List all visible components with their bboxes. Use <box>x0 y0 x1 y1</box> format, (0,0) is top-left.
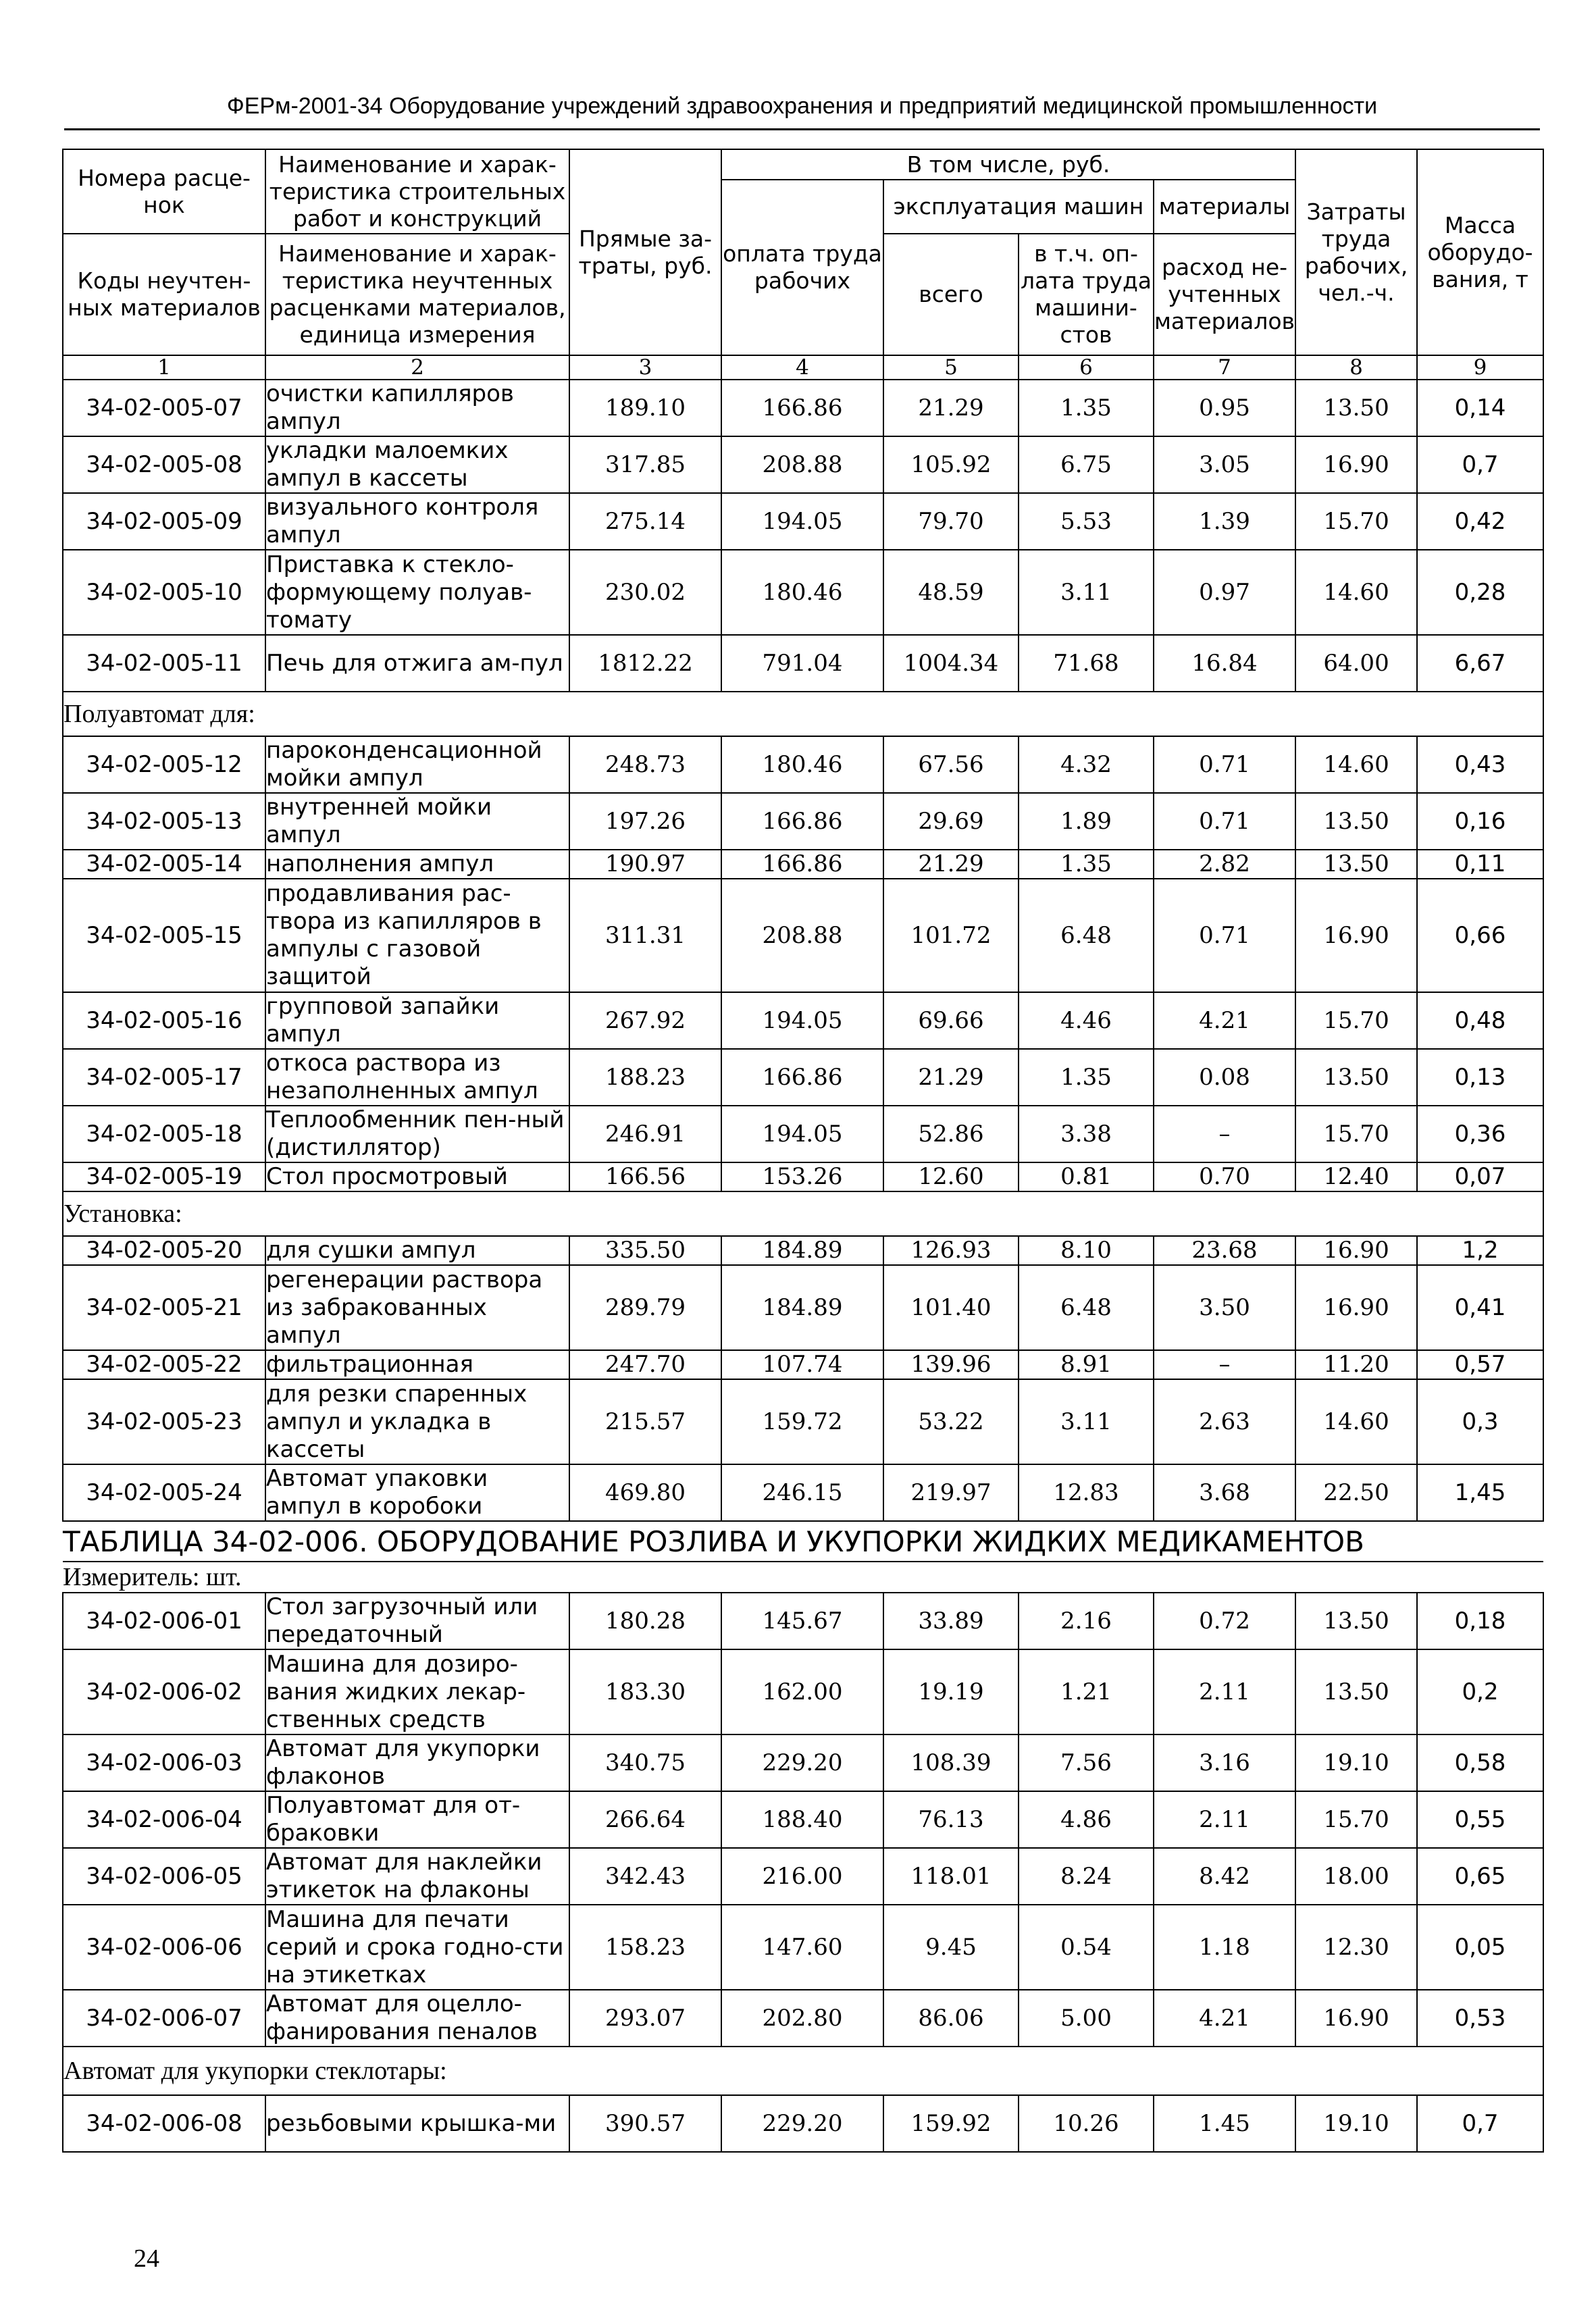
table-row <box>63 1162 1543 1191</box>
col-name-top: Наименование и харак-теристика строительных работ и конструкций <box>265 149 569 234</box>
machinist-pay: 8.91 <box>1019 1350 1154 1379</box>
machinist-pay: 0.81 <box>1019 1162 1154 1191</box>
page-header: ФЕРм-2001-34 Оборудование учреждений здравоохранения и предприятий медицинской промышленности <box>226 93 1378 119</box>
table-row <box>63 1990 1543 2047</box>
col-mass: Масса оборудо-вания, т <box>1417 149 1543 355</box>
meter-label: Измеритель: шт. <box>63 1562 1543 1593</box>
direct-cost: 390.57 <box>569 2095 721 2152</box>
machines-total: 101.40 <box>883 1265 1019 1350</box>
labor-pay: 246.15 <box>721 1464 883 1521</box>
labor-pay: 145.67 <box>721 1593 883 1649</box>
labor-hours: 15.70 <box>1295 493 1417 550</box>
labor-pay: 166.86 <box>721 1049 883 1106</box>
item-name: Автомат для укупорки флаконов <box>265 1734 569 1791</box>
labor-pay: 180.46 <box>721 736 883 793</box>
price-code: 34-02-006-05 <box>63 1848 265 1905</box>
table-row <box>63 879 1543 992</box>
machinist-pay: 6.75 <box>1019 436 1154 493</box>
materials-cost: 0.70 <box>1154 1162 1295 1191</box>
equipment-mass: 0,65 <box>1417 1848 1543 1905</box>
equipment-mass: 0,57 <box>1417 1350 1543 1379</box>
materials-cost: 2.11 <box>1154 1791 1295 1848</box>
machinist-pay: 71.68 <box>1019 635 1154 692</box>
equipment-mass: 0,05 <box>1417 1905 1543 1990</box>
column-number: 1 <box>63 355 265 380</box>
machines-total: 79.70 <box>883 493 1019 550</box>
table-row <box>63 1649 1543 1734</box>
machines-total: 52.86 <box>883 1106 1019 1162</box>
item-name: визуального контроля ампул <box>265 493 569 550</box>
materials-cost: 0.08 <box>1154 1049 1295 1106</box>
labor-hours: 16.90 <box>1295 1236 1417 1265</box>
direct-cost: 166.56 <box>569 1162 721 1191</box>
table-row <box>63 992 1543 1049</box>
labor-pay: 153.26 <box>721 1162 883 1191</box>
machinist-pay: 8.10 <box>1019 1236 1154 1265</box>
equipment-mass: 0,16 <box>1417 793 1543 850</box>
item-name: Автомат для оцелло-фанирования пеналов <box>265 1990 569 2047</box>
price-code: 34-02-005-16 <box>63 992 265 1049</box>
direct-cost: 289.79 <box>569 1265 721 1350</box>
materials-cost: 2.63 <box>1154 1379 1295 1464</box>
table-row <box>63 550 1543 635</box>
machinist-pay: 5.00 <box>1019 1990 1154 2047</box>
table-row <box>63 1848 1543 1905</box>
machinist-pay: 6.48 <box>1019 879 1154 992</box>
labor-hours: 16.90 <box>1295 1990 1417 2047</box>
machines-total: 126.93 <box>883 1236 1019 1265</box>
machinist-pay: 2.16 <box>1019 1593 1154 1649</box>
col-labor-pay: оплата труда рабочих <box>721 180 883 355</box>
item-name: фильтрационная <box>265 1350 569 1379</box>
price-code: 34-02-005-19 <box>63 1162 265 1191</box>
price-code: 34-02-005-23 <box>63 1379 265 1464</box>
materials-cost: 3.50 <box>1154 1265 1295 1350</box>
column-numbers-row <box>63 355 1543 380</box>
item-name: Теплообменник пен-ный (дистиллятор) <box>265 1106 569 1162</box>
price-code: 34-02-005-20 <box>63 1236 265 1265</box>
materials-cost: 2.82 <box>1154 850 1295 879</box>
equipment-mass: 0,42 <box>1417 493 1543 550</box>
table-row <box>63 1905 1543 1990</box>
table-row <box>63 493 1543 550</box>
labor-pay: 229.20 <box>721 2095 883 2152</box>
column-number: 8 <box>1295 355 1417 380</box>
price-code: 34-02-005-24 <box>63 1464 265 1521</box>
materials-cost: 23.68 <box>1154 1236 1295 1265</box>
col-codes-top: Номера расце-нок <box>63 149 265 234</box>
labor-hours: 13.50 <box>1295 1649 1417 1734</box>
machinist-pay: 1.89 <box>1019 793 1154 850</box>
direct-cost: 246.91 <box>569 1106 721 1162</box>
direct-cost: 158.23 <box>569 1905 721 1990</box>
labor-hours: 13.50 <box>1295 380 1417 436</box>
labor-hours: 15.70 <box>1295 1106 1417 1162</box>
machinist-pay: 4.46 <box>1019 992 1154 1049</box>
labor-hours: 13.50 <box>1295 850 1417 879</box>
price-code: 34-02-005-08 <box>63 436 265 493</box>
labor-hours: 12.40 <box>1295 1162 1417 1191</box>
labor-hours: 16.90 <box>1295 436 1417 493</box>
labor-pay: 229.20 <box>721 1734 883 1791</box>
equipment-mass: 0,41 <box>1417 1265 1543 1350</box>
price-code: 34-02-005-17 <box>63 1049 265 1106</box>
equipment-mass: 0,11 <box>1417 850 1543 879</box>
price-code: 34-02-006-04 <box>63 1791 265 1848</box>
labor-pay: 166.86 <box>721 793 883 850</box>
materials-cost: 0.95 <box>1154 380 1295 436</box>
table-row <box>63 1049 1543 1106</box>
machinist-pay: 3.11 <box>1019 550 1154 635</box>
machinist-pay: 5.53 <box>1019 493 1154 550</box>
materials-cost: 3.68 <box>1154 1464 1295 1521</box>
equipment-mass: 0,55 <box>1417 1791 1543 1848</box>
price-code: 34-02-005-12 <box>63 736 265 793</box>
equipment-mass: 1,2 <box>1417 1236 1543 1265</box>
labor-pay: 180.46 <box>721 550 883 635</box>
equipment-mass: 0,36 <box>1417 1106 1543 1162</box>
machines-total: 101.72 <box>883 879 1019 992</box>
item-name: откоса раствора из незаполненных ампул <box>265 1049 569 1106</box>
machinist-pay: 8.24 <box>1019 1848 1154 1905</box>
price-code: 34-02-006-02 <box>63 1649 265 1734</box>
labor-pay: 194.05 <box>721 992 883 1049</box>
materials-cost: 0.97 <box>1154 550 1295 635</box>
labor-hours: 16.90 <box>1295 879 1417 992</box>
col-codes-bottom: Коды неучтен-ных материалов <box>63 234 265 355</box>
machinist-pay: 10.26 <box>1019 2095 1154 2152</box>
labor-hours: 13.50 <box>1295 793 1417 850</box>
labor-hours: 14.60 <box>1295 736 1417 793</box>
labor-hours: 19.10 <box>1295 1734 1417 1791</box>
materials-cost: 0.71 <box>1154 793 1295 850</box>
machines-total: 108.39 <box>883 1734 1019 1791</box>
equipment-mass: 0,2 <box>1417 1649 1543 1734</box>
materials-cost: 0.71 <box>1154 736 1295 793</box>
item-name: регенерации раствора из забракованных ампул <box>265 1265 569 1350</box>
column-number: 2 <box>265 355 569 380</box>
price-code: 34-02-006-01 <box>63 1593 265 1649</box>
price-code: 34-02-005-21 <box>63 1265 265 1350</box>
item-name: наполнения ампул <box>265 850 569 879</box>
direct-cost: 197.26 <box>569 793 721 850</box>
table-row <box>63 1464 1543 1521</box>
direct-cost: 340.75 <box>569 1734 721 1791</box>
machines-total: 21.29 <box>883 380 1019 436</box>
machines-total: 105.92 <box>883 436 1019 493</box>
item-name: очистки капилляров ампул <box>265 380 569 436</box>
direct-cost: 275.14 <box>569 493 721 550</box>
labor-pay: 194.05 <box>721 1106 883 1162</box>
direct-cost: 335.50 <box>569 1236 721 1265</box>
labor-pay: 208.88 <box>721 879 883 992</box>
equipment-mass: 6,67 <box>1417 635 1543 692</box>
machines-total: 9.45 <box>883 1905 1019 1990</box>
price-code: 34-02-005-18 <box>63 1106 265 1162</box>
labor-pay: 216.00 <box>721 1848 883 1905</box>
table-row <box>63 1106 1543 1162</box>
machinist-pay: 3.38 <box>1019 1106 1154 1162</box>
item-name: групповой запайки ампул <box>265 992 569 1049</box>
direct-cost: 183.30 <box>569 1649 721 1734</box>
column-number: 6 <box>1019 355 1154 380</box>
materials-cost: 1.39 <box>1154 493 1295 550</box>
machines-total: 21.29 <box>883 1049 1019 1106</box>
col-machines: эксплуатация машин <box>883 180 1154 234</box>
equipment-mass: 0,48 <box>1417 992 1543 1049</box>
labor-hours: 15.70 <box>1295 1791 1417 1848</box>
labor-hours: 14.60 <box>1295 550 1417 635</box>
direct-cost: 293.07 <box>569 1990 721 2047</box>
col-direct: Прямые за-траты, руб. <box>569 149 721 355</box>
col-machines-pay: в т.ч. оп-лата труда машини-стов <box>1019 234 1154 355</box>
materials-cost: 0.72 <box>1154 1593 1295 1649</box>
materials-cost: 8.42 <box>1154 1848 1295 1905</box>
materials-cost: 3.16 <box>1154 1734 1295 1791</box>
price-code: 34-02-005-22 <box>63 1350 265 1379</box>
table-row <box>63 1350 1543 1379</box>
col-materials: материалы <box>1154 180 1295 234</box>
price-code: 34-02-006-03 <box>63 1734 265 1791</box>
item-name: Автомат упаковки ампул в коробоки <box>265 1464 569 1521</box>
labor-pay: 194.05 <box>721 493 883 550</box>
labor-pay: 202.80 <box>721 1990 883 2047</box>
price-code: 34-02-005-14 <box>63 850 265 879</box>
labor-hours: 11.20 <box>1295 1350 1417 1379</box>
column-number: 5 <box>883 355 1019 380</box>
item-name: резьбовыми крышка-ми <box>265 2095 569 2152</box>
machines-total: 76.13 <box>883 1791 1019 1848</box>
table-row <box>63 736 1543 793</box>
machinist-pay: 0.54 <box>1019 1905 1154 1990</box>
machines-total: 159.92 <box>883 2095 1019 2152</box>
section-installation: Установка: <box>63 1191 1543 1236</box>
equipment-mass: 0,53 <box>1417 1990 1543 2047</box>
col-labor: Затраты труда рабочих, чел.-ч. <box>1295 149 1417 355</box>
equipment-mass: 0,28 <box>1417 550 1543 635</box>
table-row <box>63 1734 1543 1791</box>
direct-cost: 215.57 <box>569 1379 721 1464</box>
labor-hours: 15.70 <box>1295 992 1417 1049</box>
price-code: 34-02-005-09 <box>63 493 265 550</box>
header-rule <box>64 128 1540 130</box>
equipment-mass: 0,07 <box>1417 1162 1543 1191</box>
machinist-pay: 1.35 <box>1019 1049 1154 1106</box>
labor-pay: 107.74 <box>721 1350 883 1379</box>
col-materials-sub: расход не-учтенных материалов <box>1154 234 1295 355</box>
section-capping-automat: Автомат для укупорки стеклотары: <box>63 2047 1543 2095</box>
equipment-mass: 0,7 <box>1417 436 1543 493</box>
materials-cost: 1.18 <box>1154 1905 1295 1990</box>
direct-cost: 311.31 <box>569 879 721 992</box>
price-code: 34-02-005-13 <box>63 793 265 850</box>
price-code: 34-02-006-07 <box>63 1990 265 2047</box>
materials-cost: 1.45 <box>1154 2095 1295 2152</box>
machines-total: 19.19 <box>883 1649 1019 1734</box>
item-name: Стол загрузочный или передаточный <box>265 1593 569 1649</box>
labor-pay: 184.89 <box>721 1265 883 1350</box>
machines-total: 86.06 <box>883 1990 1019 2047</box>
labor-pay: 184.89 <box>721 1236 883 1265</box>
machines-total: 33.89 <box>883 1593 1019 1649</box>
equipment-mass: 0,18 <box>1417 1593 1543 1649</box>
machinist-pay: 4.32 <box>1019 736 1154 793</box>
table-006-title: ТАБЛИЦА 34-02-006. ОБОРУДОВАНИЕ РОЗЛИВА И УКУПОРКИ ЖИДКИХ МЕДИКАМЕНТОВ <box>63 1521 1543 1562</box>
labor-hours: 64.00 <box>1295 635 1417 692</box>
machinist-pay: 1.35 <box>1019 380 1154 436</box>
table-row <box>63 1236 1543 1265</box>
item-name: продавливания рас-твора из капилляров в ампулы с газовой защитой <box>265 879 569 992</box>
direct-cost: 248.73 <box>569 736 721 793</box>
labor-pay: 147.60 <box>721 1905 883 1990</box>
item-name: Печь для отжига ам-пул <box>265 635 569 692</box>
direct-cost: 1812.22 <box>569 635 721 692</box>
table-row <box>63 635 1543 692</box>
machinist-pay: 1.35 <box>1019 850 1154 879</box>
labor-hours: 16.90 <box>1295 1265 1417 1350</box>
table-row <box>63 850 1543 879</box>
item-name: Автомат для наклейки этикеток на флаконы <box>265 1848 569 1905</box>
item-name: для сушки ампул <box>265 1236 569 1265</box>
table-row <box>63 2095 1543 2152</box>
materials-cost: – <box>1154 1106 1295 1162</box>
direct-cost: 266.64 <box>569 1791 721 1848</box>
direct-cost: 342.43 <box>569 1848 721 1905</box>
labor-pay: 791.04 <box>721 635 883 692</box>
section-semiautomat: Полуавтомат для: <box>63 692 1543 736</box>
machinist-pay: 1.21 <box>1019 1649 1154 1734</box>
col-machines-total: всего <box>883 234 1019 355</box>
direct-cost: 190.97 <box>569 850 721 879</box>
materials-cost: – <box>1154 1350 1295 1379</box>
table-row <box>63 436 1543 493</box>
equipment-mass: 0,7 <box>1417 2095 1543 2152</box>
item-name: пароконденсационной мойки ампул <box>265 736 569 793</box>
price-code: 34-02-005-15 <box>63 879 265 992</box>
labor-hours: 12.30 <box>1295 1905 1417 1990</box>
machines-total: 1004.34 <box>883 635 1019 692</box>
price-code: 34-02-005-11 <box>63 635 265 692</box>
materials-cost: 4.21 <box>1154 1990 1295 2047</box>
materials-cost: 2.11 <box>1154 1649 1295 1734</box>
machinist-pay: 7.56 <box>1019 1734 1154 1791</box>
labor-hours: 13.50 <box>1295 1593 1417 1649</box>
direct-cost: 267.92 <box>569 992 721 1049</box>
col-including: В том числе, руб. <box>721 149 1295 180</box>
materials-cost: 3.05 <box>1154 436 1295 493</box>
machinist-pay: 6.48 <box>1019 1265 1154 1350</box>
labor-hours: 22.50 <box>1295 1464 1417 1521</box>
machines-total: 118.01 <box>883 1848 1019 1905</box>
labor-pay: 159.72 <box>721 1379 883 1464</box>
price-code: 34-02-006-06 <box>63 1905 265 1990</box>
labor-pay: 166.86 <box>721 850 883 879</box>
column-number: 9 <box>1417 355 1543 380</box>
price-table <box>62 149 1544 2153</box>
machines-total: 53.22 <box>883 1379 1019 1464</box>
equipment-mass: 0,13 <box>1417 1049 1543 1106</box>
labor-pay: 162.00 <box>721 1649 883 1734</box>
machines-total: 21.29 <box>883 850 1019 879</box>
labor-hours: 14.60 <box>1295 1379 1417 1464</box>
direct-cost: 247.70 <box>569 1350 721 1379</box>
equipment-mass: 0,58 <box>1417 1734 1543 1791</box>
item-name: Стол просмотровый <box>265 1162 569 1191</box>
labor-pay: 188.40 <box>721 1791 883 1848</box>
labor-hours: 18.00 <box>1295 1848 1417 1905</box>
direct-cost: 469.80 <box>569 1464 721 1521</box>
labor-pay: 208.88 <box>721 436 883 493</box>
price-code: 34-02-005-10 <box>63 550 265 635</box>
table-row <box>63 793 1543 850</box>
materials-cost: 4.21 <box>1154 992 1295 1049</box>
price-code: 34-02-005-07 <box>63 380 265 436</box>
equipment-mass: 0,66 <box>1417 879 1543 992</box>
item-name: укладки малоемких ампул в кассеты <box>265 436 569 493</box>
direct-cost: 230.02 <box>569 550 721 635</box>
item-name: Полуавтомат для от-браковки <box>265 1791 569 1848</box>
table-row <box>63 380 1543 436</box>
direct-cost: 188.23 <box>569 1049 721 1106</box>
machinist-pay: 3.11 <box>1019 1379 1154 1464</box>
table-row <box>63 1593 1543 1649</box>
machines-total: 219.97 <box>883 1464 1019 1521</box>
table-row <box>63 1265 1543 1350</box>
item-name: Приставка к стекло-формующему полуав-томату <box>265 550 569 635</box>
column-number: 7 <box>1154 355 1295 380</box>
machines-total: 139.96 <box>883 1350 1019 1379</box>
machines-total: 48.59 <box>883 550 1019 635</box>
direct-cost: 317.85 <box>569 436 721 493</box>
equipment-mass: 0,43 <box>1417 736 1543 793</box>
direct-cost: 189.10 <box>569 380 721 436</box>
machines-total: 67.56 <box>883 736 1019 793</box>
equipment-mass: 1,45 <box>1417 1464 1543 1521</box>
materials-cost: 0.71 <box>1154 879 1295 992</box>
materials-cost: 16.84 <box>1154 635 1295 692</box>
page-number: 24 <box>134 2244 159 2273</box>
price-code: 34-02-006-08 <box>63 2095 265 2152</box>
machinist-pay: 4.86 <box>1019 1791 1154 1848</box>
labor-pay: 166.86 <box>721 380 883 436</box>
column-number: 4 <box>721 355 883 380</box>
labor-hours: 19.10 <box>1295 2095 1417 2152</box>
column-number: 3 <box>569 355 721 380</box>
machines-total: 69.66 <box>883 992 1019 1049</box>
item-name: Машина для дозиро-вания жидких лекар-ственных средств <box>265 1649 569 1734</box>
item-name: Машина для печати серий и срока годно-сти на этикетках <box>265 1905 569 1990</box>
table-row <box>63 1379 1543 1464</box>
equipment-mass: 0,3 <box>1417 1379 1543 1464</box>
direct-cost: 180.28 <box>569 1593 721 1649</box>
machinist-pay: 12.83 <box>1019 1464 1154 1521</box>
equipment-mass: 0,14 <box>1417 380 1543 436</box>
table-row <box>63 1791 1543 1848</box>
item-name: внутренней мойки ампул <box>265 793 569 850</box>
item-name: для резки спаренных ампул и укладка в кассеты <box>265 1379 569 1464</box>
machines-total: 12.60 <box>883 1162 1019 1191</box>
labor-hours: 13.50 <box>1295 1049 1417 1106</box>
machines-total: 29.69 <box>883 793 1019 850</box>
col-name-bottom: Наименование и харак-теристика неучтенных расценками материалов, единица измерения <box>265 234 569 355</box>
